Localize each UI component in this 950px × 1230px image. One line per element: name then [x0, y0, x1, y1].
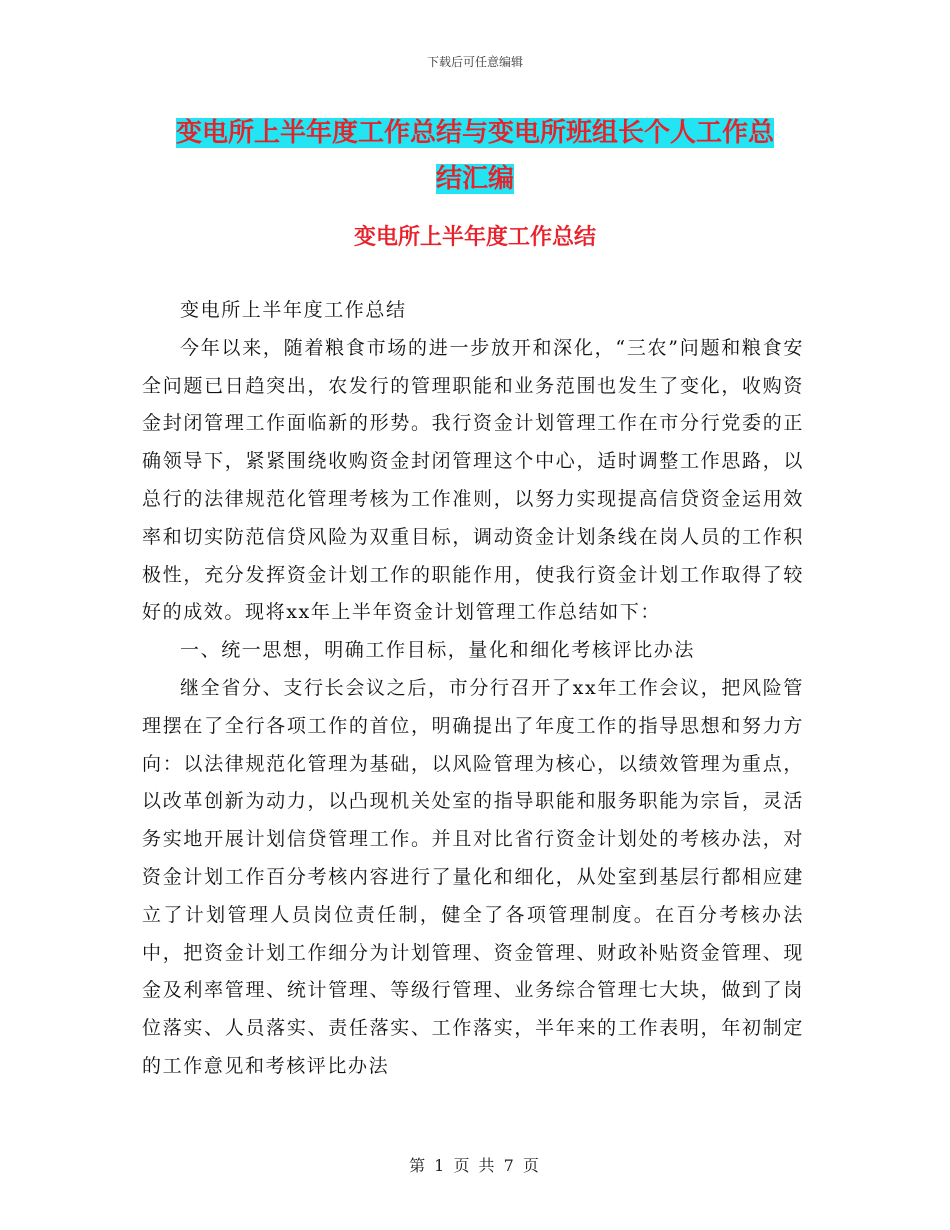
paragraph-heading: 一、统一思想，明确工作目标，量化和细化考核评比办法: [180, 639, 696, 662]
paragraph: 今年以来，随着粮食市场的进一步放开和深化，“三农”问题和粮食安全问题已日趋突出，农发行的管理职能和业务范围也发生了变化，收购资金封闭管理工作面临新的形势。我行资金计划管理工作在市分行党委的正确领导下，紧紧围绕收购资金封闭管理这个中心，适时调整工作思路，以总行的法律规范化管理考核为工作准则，以努力实现提高信贷资金运用效率和切实防范信贷风险为双重目标，调动资金计划条线在岗人员的工作积极性，充分发挥资金计划工作的职能作用，使我行资金计划工作取得了较好的成效。现将xx年上半年资金计划管理工作总结如下：: [142, 336, 804, 624]
paragraph: 继全省分、支行长会议之后，市分行召开了xx年工作会议，把风险管理摆在了全行各项工作的首位，明确提出了年度工作的指导思想和努力方向：以法律规范化管理为基础，以风险管理为核心，以绩效管理为重点，以改革创新为动力，以凸现机关处室的指导职能和服务职能为宗旨，灵活务实地开展计划信贷管理工作。并且对比省行资金计划处的考核办法，对资金计划工作百分考核内容进行了量化和细化，从处室到基层行都相应建立了计划管理人员岗位责任制，健全了各项管理制度。在百分考核办法中，把资金计划工作细分为计划管理、资金管理、财政补贴资金管理、现金及利率管理、统计管理、等级行管理、业务综合管理七大块，做到了岗位落实、人员落实、责任落实、工作落实，半年来的工作表明，年初制定的工作意见和考核评比办法: [142, 676, 804, 1077]
document-title: [150, 110, 800, 202]
body-text: [142, 292, 804, 1086]
title-line-2: 结汇编: [435, 164, 514, 194]
section-title: 变电所上半年度工作总结: [353, 225, 596, 250]
paragraph: 变电所上半年度工作总结: [180, 299, 407, 321]
header-note: 下载后可任意编辑: [426, 55, 523, 69]
page-footer: 第 1 页 共 7 页: [409, 1156, 541, 1175]
title-line-1: 变电所上半年度工作总结与变电所班组长个人工作总: [175, 118, 774, 148]
